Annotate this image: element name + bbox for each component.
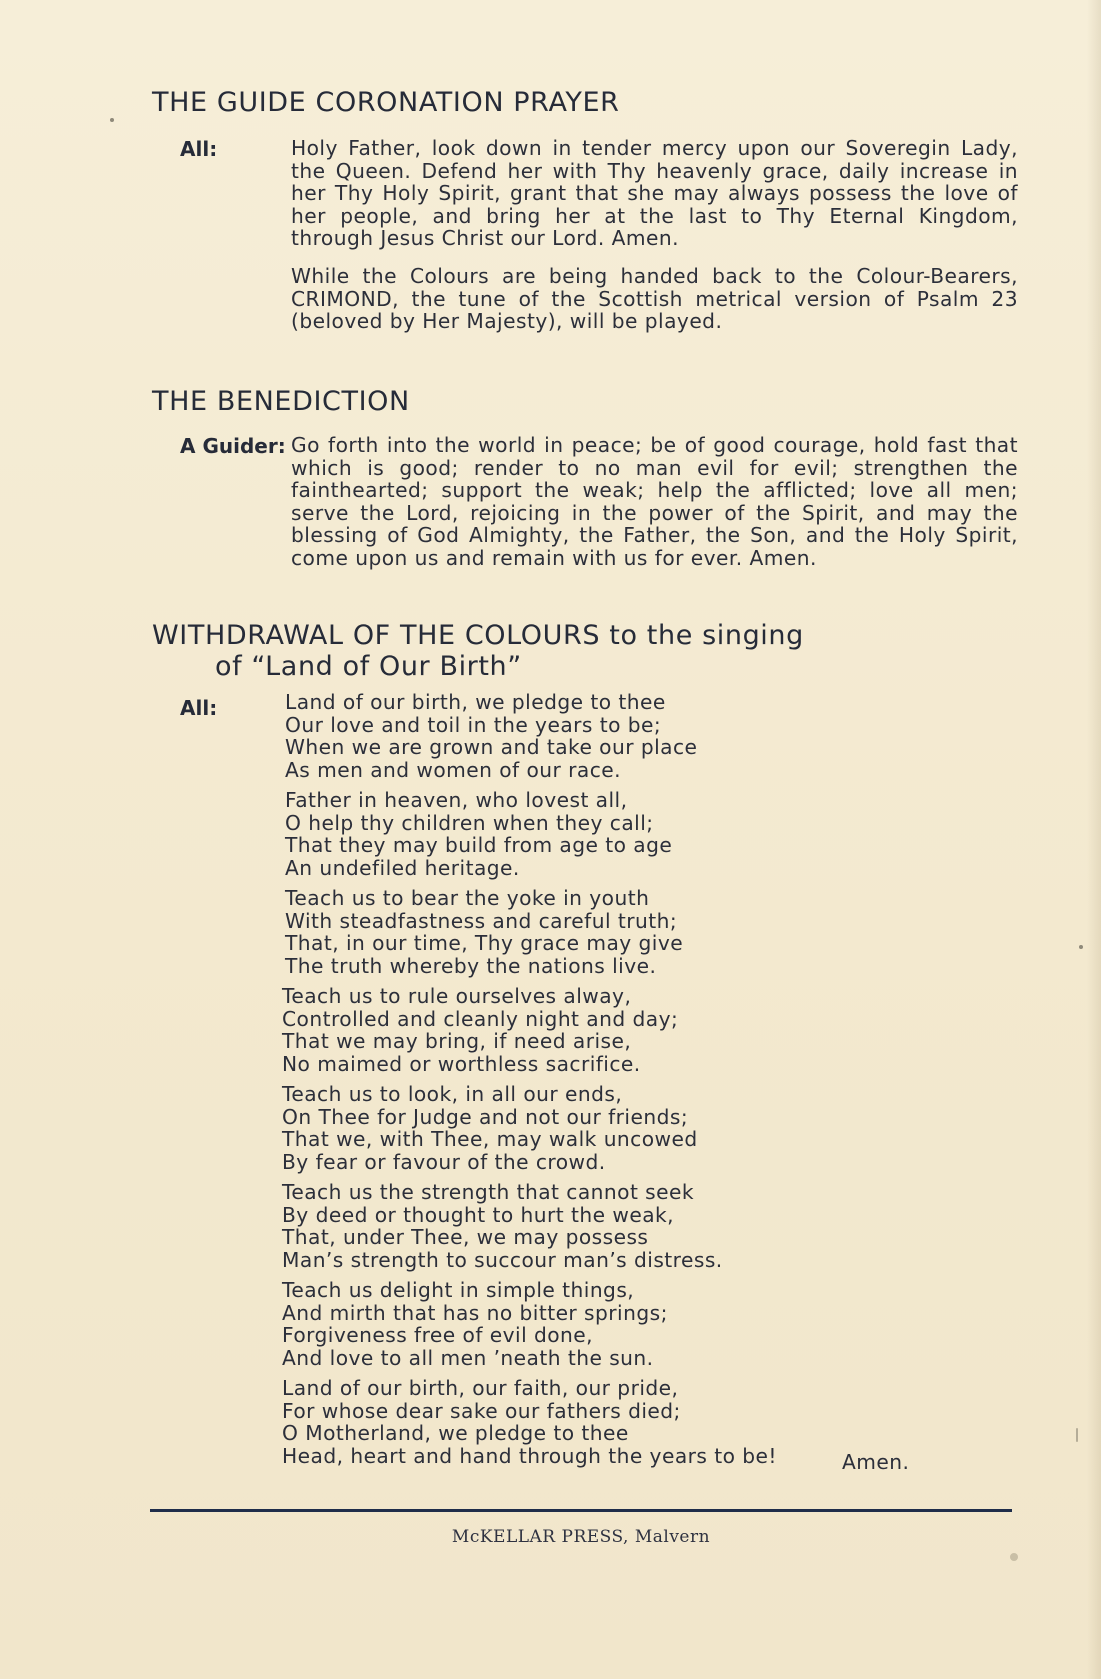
verse-line: O help thy children when they call;	[285, 810, 654, 835]
verse-line: With steadfastness and careful truth;	[285, 908, 678, 933]
verse-line: Teach us to look, in all our ends,	[282, 1082, 623, 1106]
verse-line: That they may build from age to age	[285, 833, 673, 857]
verse-line: An undefiled heritage.	[285, 855, 520, 880]
verse-line: That, in our time, Thy grace may give	[285, 931, 684, 955]
benediction-speaker: A Guider:	[180, 434, 286, 458]
verse-4	[282, 985, 678, 1075]
verse-line: And mirth that has no bitter springs;	[282, 1300, 668, 1325]
verse-line: That we may bring, if need arise,	[282, 1029, 632, 1053]
verse-line: That we, with Thee, may walk uncowed	[282, 1127, 698, 1151]
verse-line: For whose dear sake our fathers died;	[282, 1398, 681, 1423]
verse-line: That, under Thee, we may possess	[282, 1225, 649, 1249]
verse-line: Man’s strength to succour man’s distress.	[282, 1247, 723, 1272]
verse-line: Teach us delight in simple things,	[282, 1278, 635, 1302]
verse-line: Our love and toil in the years to be;	[285, 712, 662, 737]
crimond-note: While the Colours are being handed back to the Colour-Bearers, CRIMOND, the tune of the Scottish metrical version of Psalm 23 (beloved by Her Majesty), will be played.	[291, 264, 1018, 333]
verse-2	[285, 789, 672, 879]
verse-line: On Thee for Judge and not our friends;	[282, 1104, 689, 1129]
verse-8	[282, 1377, 777, 1467]
verse-line: No maimed or worthless sacrifice.	[282, 1051, 641, 1076]
benediction-title: THE BENEDICTION	[152, 386, 410, 417]
paper-speck	[1010, 1553, 1018, 1561]
withdrawal-title-line2: of “Land of Our Birth”	[215, 651, 522, 682]
verse-line: Father in heaven, who lovest all,	[285, 788, 628, 812]
verse-line: By deed or thought to hurt the weak,	[282, 1202, 675, 1227]
verse-6	[282, 1181, 723, 1271]
verse-line: Teach us the strength that cannot seek	[282, 1180, 695, 1204]
verse-line: Controlled and cleanly night and day;	[282, 1006, 679, 1031]
withdrawal-speaker: All:	[180, 696, 218, 720]
verse-line: O Motherland, we pledge to thee	[282, 1421, 629, 1445]
paper-speck	[1076, 1428, 1078, 1442]
verse-line: Teach us to bear the yoke in youth	[285, 886, 650, 910]
verse-line: Land of our birth, our faith, our pride,	[282, 1376, 679, 1400]
verse-line: Head, heart and hand through the years to be!	[282, 1443, 777, 1468]
verse-line: As men and women of our race.	[285, 757, 621, 782]
guide-prayer-speaker: All:	[180, 137, 218, 161]
verse-line: And love to all men ’neath the sun.	[282, 1345, 654, 1370]
benediction-text: Go forth into the world in peace; be of good courage, hold fast that which is good; render to no man evil for evil; strengthen the fainthearted; support the weak; help the afflicted; love all men; serve the Lord, rejoicing in the power of the Spirit, and may the blessing of God Almighty, the Father, the Son, and the Holy Spirit, come upon us and remain with us for ever. Amen.	[291, 433, 1018, 570]
verse-line: When we are grown and take our place	[285, 735, 698, 759]
withdrawal-title-line1: WITHDRAWAL OF THE COLOURS to the singing	[152, 620, 804, 651]
page-edge-shadow	[1087, 0, 1101, 1679]
verse-line: The truth whereby the nations live.	[285, 953, 657, 978]
paper-speck	[110, 118, 114, 122]
verse-3	[285, 887, 683, 977]
guide-prayer-title: THE GUIDE CORONATION PRAYER	[152, 87, 620, 118]
verse-5	[282, 1083, 698, 1173]
verse-7	[282, 1279, 668, 1369]
verse-line: Teach us to rule ourselves alway,	[282, 984, 632, 1008]
verse-line: Forgiveness free of evil done,	[282, 1323, 594, 1347]
printer-credit: McKELLAR PRESS, Malvern	[451, 1527, 711, 1547]
verse-line: Land of our birth, we pledge to thee	[285, 690, 666, 714]
closing-amen: Amen.	[842, 1450, 910, 1474]
footer-rule	[150, 1509, 1012, 1512]
paper-speck	[1079, 945, 1083, 949]
verse-1	[285, 691, 697, 781]
verse-line: By fear or favour of the crowd.	[282, 1149, 606, 1174]
guide-prayer-text: Holy Father, look down in tender mercy upon our Soveregin Lady, the Queen. Defend her with Thy heavenly grace, daily increase in her Thy Holy Spirit, grant that she may always possess the love of her people, and bring her at the last to Thy Eternal Kingdom, through Jesus Christ our Lord. Amen.	[291, 136, 1018, 250]
